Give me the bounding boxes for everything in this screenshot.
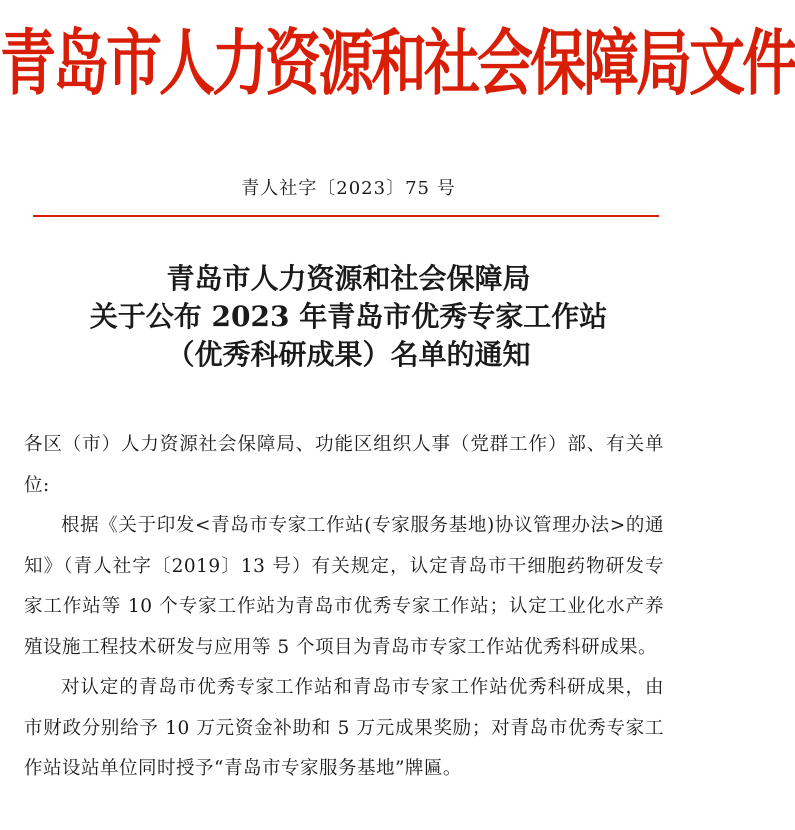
body-paragraph-1: 根据《关于印发<青岛市专家工作站(专家服务基地)协议管理办法>的通知》（青人社字〔2019〕13 号）有关规定，认定青岛市干细胞药物研发专家工作站等 10 个专家工作站为青岛市优秀专家工作站；认定工业化水产养殖设施工程技术研发与应用等 5 个项目为青岛市专家工作站优秀科研成果。	[24, 515, 664, 658]
red-separator-line	[33, 215, 659, 217]
title-line-2: 关于公布 2023 年青岛市优秀专家工作站	[89, 300, 608, 333]
issuer-masthead: 青岛市人力资源和社会保障局文件	[0, 22, 795, 106]
document-title	[0, 260, 697, 374]
body-paragraph-2: 对认定的青岛市优秀专家工作站和青岛市专家工作站优秀科研成果，由市财政分别给予 10 万元资金补助和 5 万元成果奖励；对青岛市优秀专家工作站设站单位同时授予“青岛市专家服务基地”牌匾。	[24, 677, 664, 779]
title-line-3: （优秀科研成果）名单的通知	[166, 338, 531, 371]
document-body	[24, 425, 664, 790]
title-line-1: 青岛市人力资源和社会保障局	[166, 262, 531, 295]
document-number: 青人社字〔2023〕75 号	[241, 178, 456, 199]
addressee: 各区（市）人力资源社会保障局、功能区组织人事（党群工作）部、有关单位:	[24, 434, 664, 496]
